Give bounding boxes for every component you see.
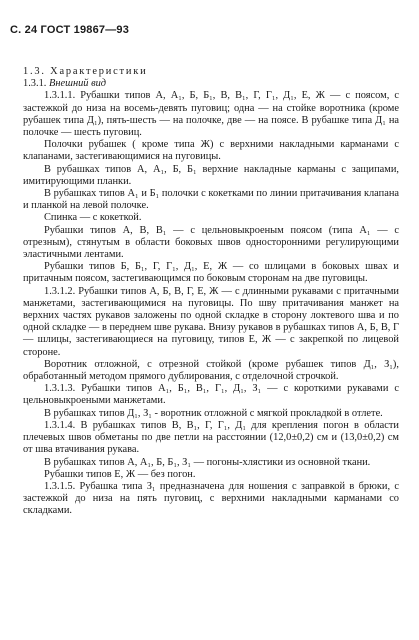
paragraph-shelf-pockets: Полочки рубашек ( кроме типа Ж) с верхними накладными карманами с клапанами, застегивающимися на пуговицы.	[23, 139, 399, 163]
paragraph-epaulette-tabs: В рубашках типов А, А₁, Б, Б₁, З₁ — погоны-хлястики из основной ткани.	[44, 456, 371, 468]
paragraph-1-3-1-5: 1.3.1.5. Рубашка типа З₁ предназначена для ношения с заправкой в брюки, с застежкой до низа на пять пуговиц, с верхними накладными карманами со складками.	[23, 480, 399, 517]
paragraph-side-vents: Рубашки типов Б, Б₁, Г, Г₁, Д₁, Е, Ж — со шлицами в боковых швах и притачным поясом, застегивающимся по боковым сторонам на две пуговицы.	[23, 261, 399, 285]
paragraph-1-3-1-1: 1.3.1.1. Рубашки типов А, А₁, Б, Б₁, В, В₁, Г, Г₁, Д₁, Е, Ж — с поясом, с застежкой до низа на восемь-девять пуговиц; одна — на стойке воротника (кроме рубашек типа Д₁), пять-шесть — на полочке, две — на поясе. В рубашке типа Д₁ на полочке — шесть пуговиц.	[23, 90, 399, 139]
document-body	[23, 66, 399, 518]
paragraph-collar: Воротник отложной, с отрезной стойкой (кроме рубашек типов Д₁, З₁), обработанный методом прямого дублирования, с отделочной строчкой.	[23, 358, 399, 383]
paragraph-1-3-1-2: 1.3.1.2. Рубашки типов А, Б, В, Г, Е, Ж — с длинными рукавами с притачными манжетами, застегивающимися на пуговицы. По шву притачивания манжет на верхних частях рукавов заложены по одной складке в сторону локтевого шва и по одной складке — в переднем шве рукава. Внизу рукавов в рубашках типов А, Б, В, Г — шлицы, застегивающиеся на пуговицу, типов Е, Ж — с закрепкой по лицевой стороне.	[23, 285, 399, 358]
paragraph-yoke-shelves: В рубашках типов А₁ и Б₁ полочки с кокетками по линии притачивания клапана и планкой на левой полочке.	[23, 188, 399, 212]
section-title: 1.3. Характеристики	[23, 66, 148, 77]
paragraph-no-epaulettes: Рубашки типов Е, Ж — без погон.	[44, 468, 196, 480]
paragraph-waistband: Рубашки типов А, В, В₁ — с цельновыкроеным поясом (типа А₁ — с отрезным), стянутым в области боковых швов односторонними регулирующими эластичными лентами.	[23, 224, 399, 261]
page-header: С. 24 ГОСТ 19867—93	[10, 24, 130, 36]
paragraph-pocket-tucks: В рубашках типов А, А₁, Б, Б₁ верхние накладные карманы с защипами, имитирующими планки.	[23, 163, 399, 187]
subsection-number: 1.3.1.	[23, 78, 47, 90]
paragraph-1-3-1-3: 1.3.1.3. Рубашки типов А₁, Б₁, В₁, Г₁, Д₁, З₁ — с короткими рукавами с цельновыкроеными манжетами.	[23, 383, 399, 407]
paragraph-soft-collar: В рубашках типов Д₁, З₁ - воротник отложной с мягкой прокладкой в отлете.	[44, 407, 383, 419]
subsection-title: Внешний вид	[49, 78, 107, 90]
paragraph-back: Спинка — с кокеткой.	[44, 212, 142, 224]
subsection-heading	[23, 78, 399, 90]
paragraph-1-3-1-4: 1.3.1.4. В рубашках типов В, В₁, Г, Г₁, Д₁ для крепления погон в области плечевых швов обметаны по две петли на расстоянии (12,0±0,2) см и (13,0±0,2) см от шва втачивания рукава.	[23, 419, 399, 456]
